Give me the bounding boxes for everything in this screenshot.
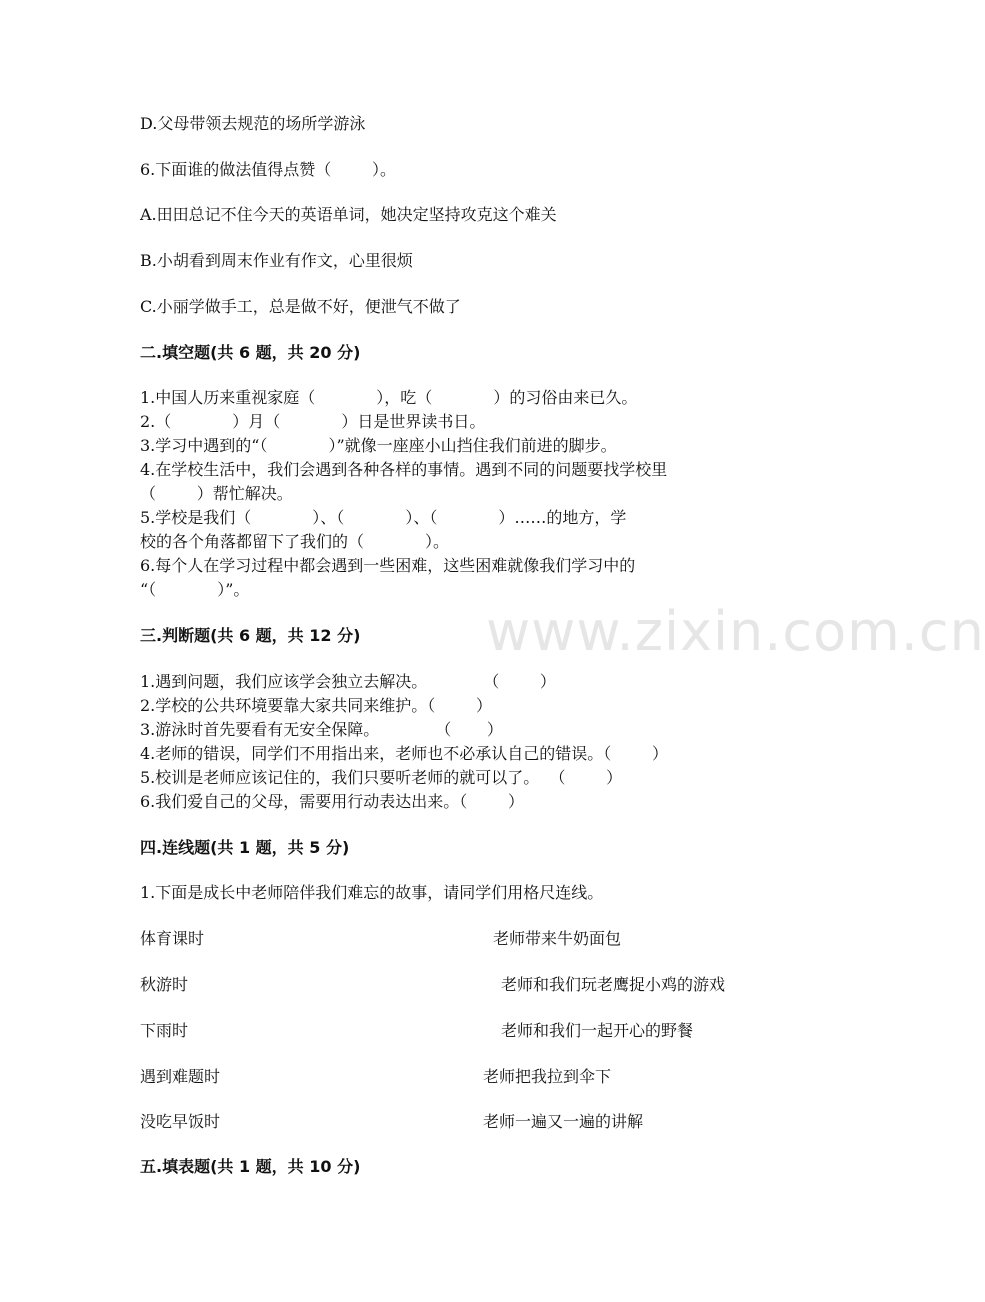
- match-question: 1.下面是成长中老师陪伴我们难忘的故事，请同学们用格尺连线。: [140, 883, 604, 902]
- q6-option-a: A.田田总记不住今天的英语单词，她决定坚持攻克这个难关: [140, 205, 557, 224]
- fill-line: “（ ）”。: [140, 580, 250, 599]
- match-right-item: 老师把我拉到伞下: [483, 1067, 612, 1086]
- match-right-item: 老师和我们玩老鹰捉小鸡的游戏: [501, 975, 726, 994]
- q6-option-b: B.小胡看到周末作业有作文，心里很烦: [140, 251, 413, 270]
- match-left-item: 没吃早饭时: [140, 1112, 221, 1131]
- match-right-item: 老师和我们一起开心的野餐: [501, 1021, 694, 1040]
- fill-line: 2.（ ）月（ ）日是世界读书日。: [140, 412, 486, 431]
- watermark: www.zixin.com.cn: [486, 600, 985, 663]
- match-left-item: 遇到难题时: [140, 1067, 221, 1086]
- fill-line: 6.每个人在学习过程中都会遇到一些困难，这些困难就像我们学习中的: [140, 556, 636, 575]
- match-left-item: 秋游时: [140, 975, 189, 994]
- fill-line: 4.在学校生活中，我们会遇到各种各样的事情。遇到不同的问题要找学校里: [140, 460, 668, 479]
- fill-line: （ ）帮忙解决。: [140, 484, 293, 503]
- judge-line: 3.游泳时首先要看有无安全保障。 （ ）: [140, 720, 503, 739]
- q6-option-c: C.小丽学做手工，总是做不好，便泄气不做了: [140, 297, 461, 316]
- q5-option-d: D.父母带领去规范的场所学游泳: [140, 114, 366, 133]
- match-right-item: 老师带来牛奶面包: [493, 929, 622, 948]
- section4-heading: 四.连线题(共 1 题，共 5 分): [140, 838, 350, 857]
- match-left-item: 下雨时: [140, 1021, 189, 1040]
- judge-line: 4.老师的错误，同学们不用指出来，老师也不必承认自己的错误。（ ）: [140, 744, 668, 763]
- fill-line: 5.学校是我们（ ）、（ ）、（ ）……的地方，学: [140, 508, 627, 527]
- q6-stem: 6.下面谁的做法值得点赞（ ）。: [140, 160, 396, 179]
- fill-line: 1.中国人历来重视家庭（ ），吃（ ）的习俗由来已久。: [140, 388, 638, 407]
- judge-line: 2.学校的公共环境要靠大家共同来维护。（ ）: [140, 696, 492, 715]
- judge-line: 1.遇到问题，我们应该学会独立去解决。 （ ）: [140, 672, 556, 691]
- fill-line: 校的各个角落都留下了我们的（ ）。: [140, 532, 450, 551]
- match-left-item: 体育课时: [140, 929, 205, 948]
- match-right-item: 老师一遍又一遍的讲解: [483, 1112, 644, 1131]
- section3-heading: 三.判断题(共 6 题，共 12 分): [140, 626, 361, 645]
- section2-heading: 二.填空题(共 6 题，共 20 分): [140, 343, 361, 362]
- judge-line: 5.校训是老师应该记住的，我们只要听老师的就可以了。 （ ）: [140, 768, 623, 787]
- judge-line: 6.我们爱自己的父母，需要用行动表达出来。（ ）: [140, 792, 524, 811]
- fill-line: 3.学习中遇到的“（ ）”就像一座座小山挡住我们前进的脚步。: [140, 436, 617, 455]
- section5-heading: 五.填表题(共 1 题，共 10 分): [140, 1157, 361, 1176]
